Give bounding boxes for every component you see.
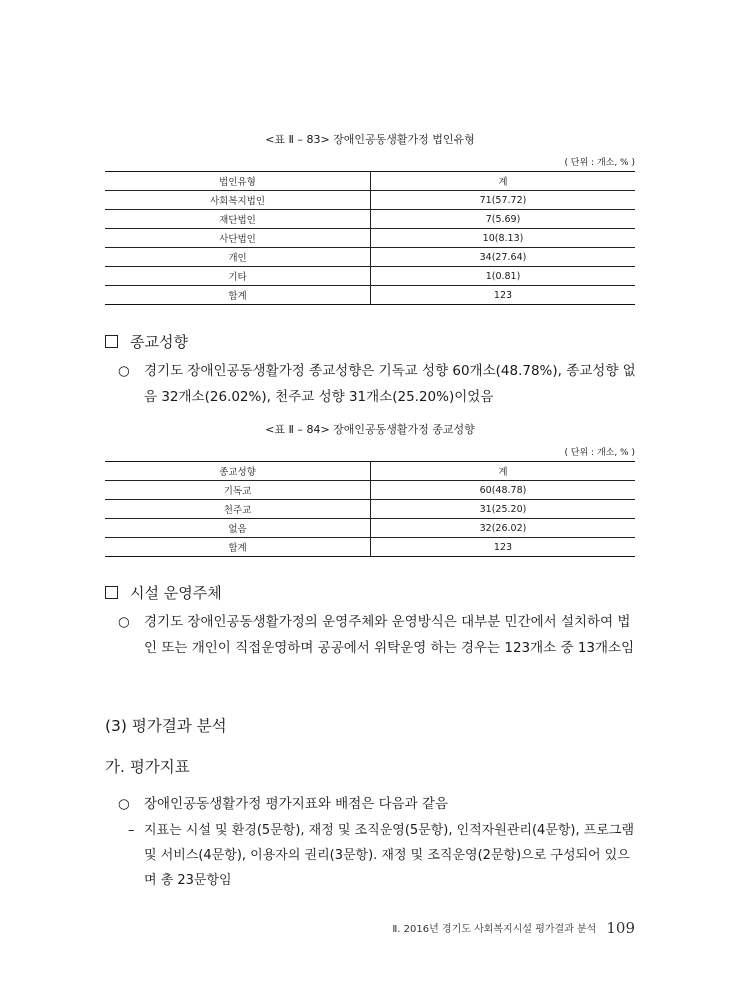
dash-text: 지표는 시설 및 환경(5문항), 재정 및 조직운영(5문항), 인적자원관리(4문항), 프로그램 및 서비스(4문항), 이용자의 권리(3문항). 재정 및 조직운영(2문항)으로 구성되어 있으며 총 23문항임 [144, 823, 634, 888]
table-row [105, 267, 635, 286]
circle-bullet-icon: ○ [118, 614, 130, 630]
section-heading-religion [105, 331, 188, 352]
column-header: 계 [371, 462, 636, 481]
table-row [105, 191, 635, 210]
bullet-text: 경기도 장애인공동생활가정의 운영주체와 운영방식은 대부분 민간에서 설치하여 법인 또는 개인이 직접운영하며 공공에서 위탁운영 하는 경우는 123개소 중 13개소임 [144, 614, 635, 656]
table-cell: 사단법인 [105, 229, 371, 248]
table-total-row [105, 538, 635, 557]
circle-bullet-icon: ○ [118, 363, 130, 379]
checkbox-square-icon [105, 586, 118, 599]
table-header-row [105, 462, 635, 481]
column-header: 계 [371, 172, 636, 191]
page-number: 109 [606, 919, 635, 937]
table-cell: 기독교 [105, 481, 371, 500]
table-cell: 34(27.64) [371, 248, 636, 267]
table-header-row [105, 172, 635, 191]
table-cell: 기타 [105, 267, 371, 286]
table-cell: 1(0.81) [371, 267, 636, 286]
table-84 [105, 461, 635, 557]
bullet-paragraph-indicators [118, 791, 638, 817]
table-cell: 123 [371, 538, 636, 557]
table-row [105, 500, 635, 519]
bullet-text: 장애인공동생활가정 평가지표와 배점은 다음과 같음 [144, 796, 449, 812]
table-cell: 재단법인 [105, 210, 371, 229]
dash-bullet-icon: – [128, 823, 135, 838]
table-cell: 60(48.78) [371, 481, 636, 500]
table-cell: 123 [371, 286, 636, 305]
table-cell: 없음 [105, 519, 371, 538]
table-row [105, 229, 635, 248]
table-83 [105, 171, 635, 305]
heading-text: 시설 운영주체 [130, 584, 222, 602]
table-cell: 7(5.69) [371, 210, 636, 229]
table-cell: 사회복지법인 [105, 191, 371, 210]
table-row [105, 210, 635, 229]
table-total-row [105, 286, 635, 305]
bullet-text: 경기도 장애인공동생활가정 종교성향은 기독교 성향 60개소(48.78%), 종교성향 없음 32개소(26.02%), 천주교 성향 31개소(25.20%)이었음 [144, 363, 636, 405]
table-cell: 31(25.20) [371, 500, 636, 519]
table-row [105, 481, 635, 500]
table-83-unit: ( 단위 : 개소, % ) [564, 158, 635, 168]
table-cell: 천주교 [105, 500, 371, 519]
table-cell: 32(26.02) [371, 519, 636, 538]
bullet-paragraph-operation [118, 609, 638, 661]
subsection-title: 가. 평가지표 [105, 758, 190, 776]
column-header: 종교성향 [105, 462, 371, 481]
table-row [105, 519, 635, 538]
table-cell: 개인 [105, 248, 371, 267]
dash-paragraph-indicators [128, 818, 638, 893]
table-cell: 합계 [105, 538, 371, 557]
page-footer [380, 919, 635, 937]
table-row [105, 248, 635, 267]
bullet-paragraph-religion [118, 358, 638, 410]
table-cell: 10(8.13) [371, 229, 636, 248]
heading-text: 종교성향 [130, 333, 188, 351]
checkbox-square-icon [105, 335, 118, 348]
table-cell: 합계 [105, 286, 371, 305]
section-title: (3) 평가결과 분석 [105, 717, 227, 735]
footer-text: Ⅱ. 2016년 경기도 사회복지시설 평가결과 분석 [392, 924, 597, 935]
section-heading-operation [105, 582, 222, 603]
table-84-caption: <표 Ⅱ – 84> 장애인공동생활가정 종교성향 [265, 423, 475, 436]
table-83-caption: <표 Ⅱ – 83> 장애인공동생활가정 법인유형 [265, 133, 475, 146]
column-header: 법인유형 [105, 172, 371, 191]
table-84-unit: ( 단위 : 개소, % ) [564, 448, 635, 458]
circle-bullet-icon: ○ [118, 796, 130, 812]
table-cell: 71(57.72) [371, 191, 636, 210]
